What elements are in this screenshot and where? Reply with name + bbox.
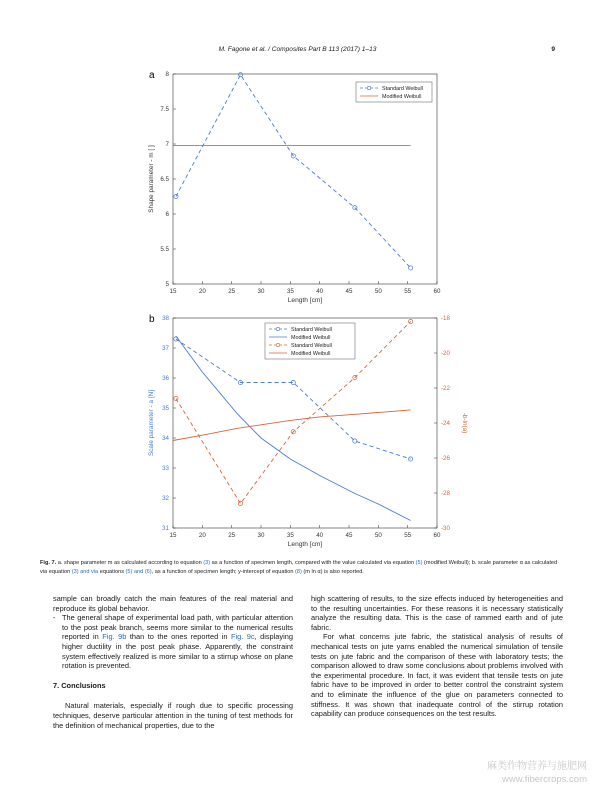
legend-label: Standard Weibull xyxy=(291,343,332,349)
caption-text: a. shape parameter m as calculated according to equation xyxy=(56,560,204,566)
legend-marker xyxy=(276,343,279,346)
journal-citation: M. Fagone et al. / Composites Part B 113 (2017) 1–13 xyxy=(218,46,377,53)
legend-label: Modified Weibull xyxy=(291,351,331,357)
x-tick-label: 35 xyxy=(286,288,294,295)
x-tick-label: 45 xyxy=(345,288,353,295)
left-column xyxy=(53,594,293,730)
bullet-dash: - xyxy=(53,613,56,623)
x-tick-label: 35 xyxy=(286,532,294,539)
y-tick-label: 7.5 xyxy=(160,106,169,114)
figure-link[interactable]: Fig. 9c xyxy=(230,632,255,642)
y-tick-label: 38 xyxy=(162,315,169,323)
chart-b-scale-parameter xyxy=(0,308,595,558)
x-tick-label: 25 xyxy=(228,532,236,539)
x-tick-label: 55 xyxy=(404,288,412,295)
watermark-url: www.fibercrops.com xyxy=(502,774,587,785)
y2-tick-label: -28 xyxy=(441,490,450,498)
x-tick-label: 45 xyxy=(345,532,353,539)
x-tick-label: 30 xyxy=(257,532,265,539)
legend-label: Standard Weibull xyxy=(291,327,332,333)
x-axis-label: Length [cm] xyxy=(287,541,323,548)
figure-caption xyxy=(40,559,560,577)
y-tick-label: 36 xyxy=(162,375,169,383)
bullet-text: than to the ones reported in xyxy=(126,632,231,642)
paragraph: Natural materials, especially if rough due to specific processing techniques, deserve particular attention in the tuning of test methods for the definition of mechanical properties, due to the xyxy=(53,701,293,730)
y-tick-label: 8 xyxy=(165,71,169,79)
x-tick-label: 40 xyxy=(316,288,324,295)
caption-text: (m ln α) is also reported. xyxy=(301,569,364,575)
x-tick-label: 50 xyxy=(374,532,382,539)
y-axis-label: Shape parameter - m [ ] xyxy=(148,145,155,213)
data-point xyxy=(353,439,357,443)
x-tick-label: 20 xyxy=(198,288,206,295)
bullet-item xyxy=(53,613,293,671)
plot-frame xyxy=(173,74,437,284)
y-tick-label: 33 xyxy=(162,465,169,473)
y2-tick-label: -26 xyxy=(441,455,450,463)
caption-equation-link[interactable]: (8) xyxy=(295,569,302,575)
x-tick-label: 55 xyxy=(404,532,412,539)
series-line xyxy=(173,410,411,441)
data-point xyxy=(409,266,413,270)
y-tick-label: 6 xyxy=(165,211,169,219)
caption-text: (modified Weibull); b. scale parameter α as calculated via equation xyxy=(40,560,558,575)
y2-tick-label: -22 xyxy=(441,385,450,393)
x-tick-label: 50 xyxy=(374,288,382,295)
y2-tick-label: -20 xyxy=(441,350,450,358)
y-tick-label: 7 xyxy=(165,141,169,149)
x-tick-label: 60 xyxy=(433,532,441,539)
legend-label: Modified Weibull xyxy=(382,94,422,100)
y-tick-label: 6.5 xyxy=(160,176,169,184)
caption-equation-link[interactable]: (5) and (6) xyxy=(125,569,152,575)
x-tick-label: 15 xyxy=(169,288,177,295)
x-tick-label: 60 xyxy=(433,288,441,295)
legend-label: Standard Weibull xyxy=(382,86,423,92)
y2-tick-label: -18 xyxy=(441,315,450,323)
x-tick-label: 20 xyxy=(198,532,206,539)
y-axis-label: Scale parameter - a [N] xyxy=(148,389,155,457)
caption-equation-link[interactable]: (5) xyxy=(415,560,423,566)
bullet-text: The general shape of experimental load path, with particular attention to the post peak branch, seems more similar to the numerical results reported in xyxy=(62,613,293,642)
panel-label: b xyxy=(149,314,155,325)
running-header xyxy=(0,46,595,58)
y-tick-label: 5.5 xyxy=(160,246,169,254)
y-tick-label: 31 xyxy=(162,525,169,533)
caption-label: Fig. 7. xyxy=(40,560,57,566)
caption-equation-link[interactable]: (3) and via xyxy=(71,569,99,575)
y-tick-label: 34 xyxy=(162,435,169,443)
data-point xyxy=(238,501,242,505)
watermark xyxy=(487,760,587,786)
series-line xyxy=(176,75,411,268)
paragraph: high scattering of results, to the size effects induced by heterogeneities and to the resulting uncertainties. For these reasons it is necessary statistically analyze the resulting data. This is the case of rammed earth and of jute fabric. xyxy=(311,594,563,632)
page-number: 9 xyxy=(551,46,555,53)
right-column xyxy=(311,594,563,719)
y-tick-label: 37 xyxy=(162,345,169,353)
paragraph: For what concerns jute fabric, the statistical analysis of results of mechanical tests on jute yarns enabled the numerical simulation of tensile tests on jute fabric and the comparison of these with laboratory tests; the comparison allowed to draw some conclusions about problems involved with the experimental procedure. In fact, it was evident that tensile tests on jute fabric have to be improved in order to better control the constraint system and to eliminate the influence of the glue on parameters connected to stiffness. It was shown that inadequate control of the stirrup rotation capability can produce consequences on the test results. xyxy=(311,632,563,719)
panel-label: a xyxy=(149,70,155,81)
caption-text: equations xyxy=(98,569,126,575)
data-point xyxy=(238,73,242,77)
x-axis-label: Length [cm] xyxy=(287,297,323,304)
figure-link[interactable]: Fig. 9b xyxy=(102,632,127,642)
legend-marker xyxy=(367,86,370,89)
y-tick-label: 35 xyxy=(162,405,169,413)
caption-text: , as a function of specimen length; y-intercept of equation xyxy=(151,569,296,575)
x-tick-label: 40 xyxy=(316,532,324,539)
chart-a-shape-parameter xyxy=(0,60,595,310)
y-tick-label: 5 xyxy=(165,281,169,289)
y2-tick-label: -30 xyxy=(441,525,450,533)
legend-label: Modified Weibull xyxy=(291,335,331,341)
series-line xyxy=(176,336,411,521)
watermark-title: 麻类作物营养与施肥网 xyxy=(487,761,587,772)
caption-equation-link[interactable]: (3) xyxy=(203,560,211,566)
paragraph: sample can broadly catch the main features of the real material and reproduce its global behavior. xyxy=(53,594,293,613)
legend-marker xyxy=(276,327,279,330)
x-tick-label: 25 xyxy=(228,288,236,295)
y2-tick-label: -24 xyxy=(441,420,450,428)
caption-text: as a function of specimen length, compared with the value calculated via equation xyxy=(210,560,416,566)
y-tick-label: 32 xyxy=(162,495,169,503)
section-heading: 7. Conclusions xyxy=(53,680,106,690)
x-tick-label: 30 xyxy=(257,288,265,295)
y2-axis-label: -b-ln(a) xyxy=(461,412,468,434)
bullet-text: , displaying higher ductility in the post peak phase. Apparently, the constraint system effectively realized is more similar to a stirrup whose on plane rotation is prevented. xyxy=(62,632,293,671)
x-tick-label: 15 xyxy=(169,532,177,539)
